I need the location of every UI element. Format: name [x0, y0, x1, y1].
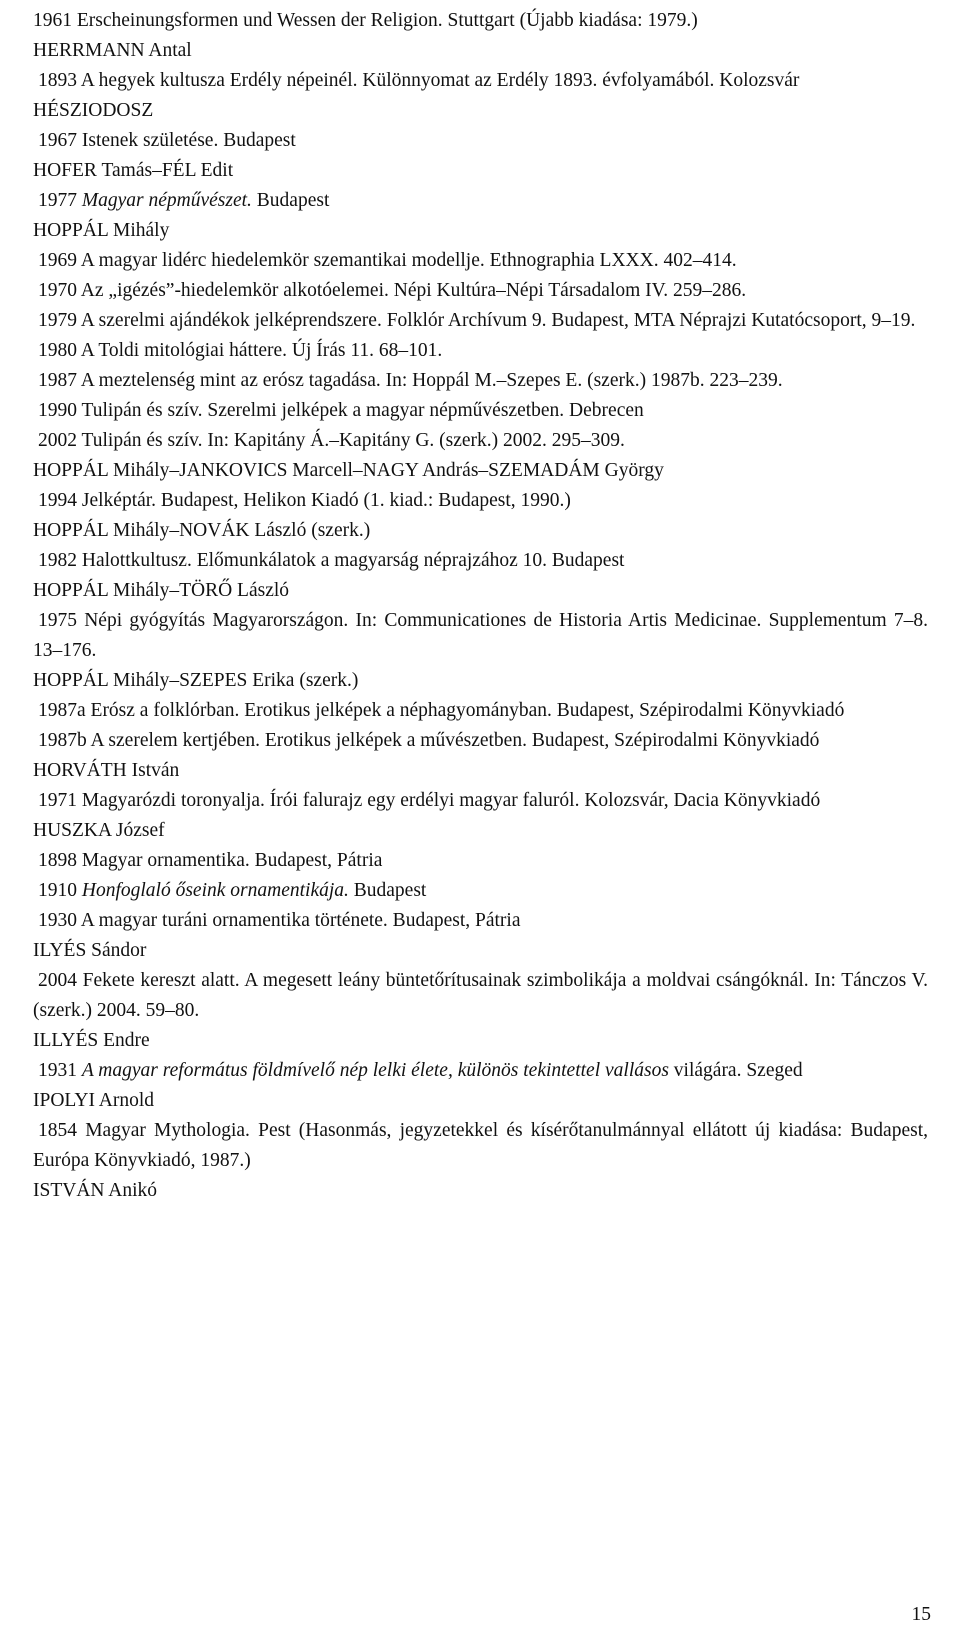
entry-publisher: Budapest [251, 190, 330, 211]
entry-publisher: Budapest [348, 880, 427, 901]
bibliography-entry: 1975 Népi gyógyítás Magyarországon. In: Communicationes de Historia Artis Medicinae. Supplementum 7–8. 13–176. [33, 610, 928, 661]
bibliography-entry: 1982 Halottkultusz. Előmunkálatok a magyarság néprajzához 10. Budapest [38, 550, 625, 571]
bibliography-entry: 2002 Tulipán és szív. In: Kapitány Á.–Kapitány G. (szerk.) 2002. 295–309. [38, 430, 625, 451]
author-heading: HÉSZIODOSZ [33, 100, 154, 121]
author-heading: ILLYÉS Endre [33, 1030, 150, 1051]
entry-year: 1931 [38, 1060, 82, 1081]
author-heading: HOPPÁL Mihály–JANKOVICS Marcell–NAGY András–SZEMADÁM György [33, 460, 664, 481]
author-heading: HOPPÁL Mihály [33, 220, 170, 241]
author-heading: ISTVÁN Anikó [33, 1180, 158, 1201]
bibliography-entry: 1967 Istenek születése. Budapest [38, 130, 296, 151]
author-heading: HOPPÁL Mihály–TÖRŐ László [33, 580, 290, 601]
author-heading: HOFER Tamás–FÉL Edit [33, 160, 234, 181]
bibliography-entry: 1893 A hegyek kultusza Erdély népeinél. Különnyomat az Erdély 1893. évfolyamából. Kolozsvár [38, 70, 800, 91]
bibliography-entry: 1987a Erósz a folklórban. Erotikus jelképek a néphagyományban. Budapest, Szépirodalmi Könyvkiadó [38, 700, 845, 721]
entry-title-italic: Honfoglaló őseink ornamentikája. [81, 880, 349, 901]
bibliography-entry: 2004 Fekete kereszt alatt. A megesett leány büntetőrítusainak szimbolikája a moldvai csángóknál. In: Tánczos V. (szerk.) 2004. 59–80. [33, 970, 928, 1021]
bibliography-entry: 1994 Jelképtár. Budapest, Helikon Kiadó (1. kiad.: Budapest, 1990.) [38, 490, 571, 511]
bibliography-entry: 1854 Magyar Mythologia. Pest (Hasonmás, jegyzetekkel és kísérőtanulmánnyal ellátott új kiadása: Budapest, Európa Könyvkiadó, 1987.) [33, 1120, 928, 1171]
bibliography-entry: 1930 A magyar turáni ornamentika története. Budapest, Pátria [38, 910, 521, 931]
author-heading: HORVÁTH István [33, 760, 180, 781]
bibliography-entry: 1980 A Toldi mitológiai háttere. Új Írás 11. 68–101. [38, 340, 443, 361]
entry-publisher: világára. Szeged [668, 1060, 803, 1081]
bibliography-entry [33, 186, 928, 216]
page-number: 15 [911, 1604, 931, 1625]
bibliography-entry: 1961 Erscheinungsformen und Wessen der Religion. Stuttgart (Újabb kiadása: 1979.) [33, 10, 698, 31]
bibliography-entry: 1970 Az „igézés”-hiedelemkör alkotóelemei. Népi Kultúra–Népi Társadalom IV. 259–286. [38, 280, 747, 301]
bibliography-entry: 1987 A meztelenség mint az erósz tagadása. In: Hoppál M.–Szepes E. (szerk.) 1987b. 223–239. [38, 370, 783, 391]
author-heading: HERRMANN Antal [33, 40, 192, 61]
entry-year: 1977 [38, 190, 82, 211]
author-heading: HOPPÁL Mihály–NOVÁK László (szerk.) [33, 520, 371, 541]
author-heading: ILYÉS Sándor [33, 940, 147, 961]
entry-title-italic: Magyar népművészet. [81, 190, 252, 211]
bibliography-entry [33, 876, 928, 906]
author-heading: IPOLYI Arnold [33, 1090, 154, 1111]
bibliography-entry: 1987b A szerelem kertjében. Erotikus jelképek a művészetben. Budapest, Szépirodalmi Könyvkiadó [38, 730, 820, 751]
bibliography-entry: 1979 A szerelmi ajándékok jelképrendszere. Folklór Archívum 9. Budapest, MTA Néprajzi Kutatócsoport, 9–19. [38, 310, 916, 331]
bibliography-page [33, 6, 928, 1206]
author-heading: HOPPÁL Mihály–SZEPES Erika (szerk.) [33, 670, 359, 691]
bibliography-entry: 1971 Magyarózdi toronyalja. Írói falurajz egy erdélyi magyar faluról. Kolozsvár, Dacia Könyvkiadó [38, 790, 821, 811]
author-heading: HUSZKA József [33, 820, 165, 841]
bibliography-entry [33, 1056, 928, 1086]
bibliography-entry: 1990 Tulipán és szív. Szerelmi jelképek a magyar népművészetben. Debrecen [38, 400, 644, 421]
entry-title-italic: A magyar református földmívelő nép lelki élete, különös tekintettel vallásos [81, 1060, 669, 1081]
bibliography-entry: 1969 A magyar lidérc hiedelemkör szemantikai modellje. Ethnographia LXXX. 402–414. [38, 250, 737, 271]
bibliography-entry: 1898 Magyar ornamentika. Budapest, Pátria [38, 850, 383, 871]
entry-year: 1910 [38, 880, 82, 901]
